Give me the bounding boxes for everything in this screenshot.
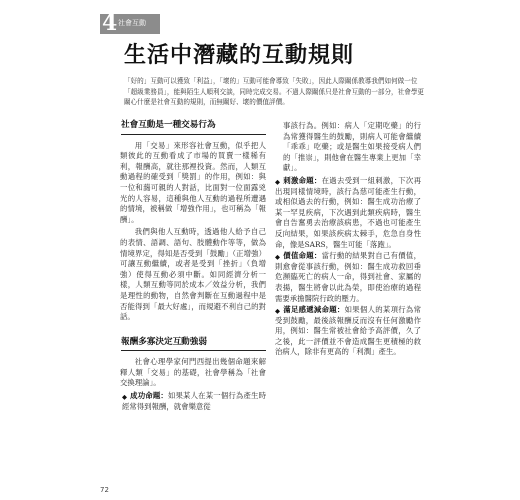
bullet-item bbox=[273, 176, 421, 250]
diamond-bullet-icon: ◆ bbox=[275, 177, 280, 186]
paragraph: 用「交易」來形容社會互動，似乎把人類彼此的互動看成了市場的買賣一樣稀有利，報酬高，就往那裡投資。然而，人類互動過程的確受到「獎罰」的作用，例如：與一位和藹可親的人對話，比面對一位面露兇光的人容易，這種與他人互動的過程所遭遇的情境，被稱做「增強作用」，也可稱為「報酬」。 bbox=[120, 140, 266, 224]
bullet-item bbox=[273, 251, 421, 304]
page-title: 生活中潛藏的互動規則 bbox=[124, 43, 355, 68]
intro-text bbox=[124, 76, 424, 108]
diamond-bullet-icon: ◆ bbox=[275, 307, 280, 316]
bullet-label: 價值命題： bbox=[283, 251, 322, 261]
bullet-label: 成功命題： bbox=[130, 391, 168, 401]
bullet-item bbox=[273, 305, 421, 358]
chapter-number: 4 bbox=[102, 10, 118, 36]
intro-paragraph: 「好的」互動可以獲致「利益」，「壞的」互動可能會導致「失敗」，因此人際關係教導我們如何做一位「超級業務員」，能與陌生人順利交談，同時完成交易。不過人際關係只是社會互動的一部分，社會學更關心什麼是社會互動的規則，而無關好、壞的價值評價。 bbox=[124, 77, 425, 106]
right-column bbox=[273, 121, 421, 359]
paragraph: 我們與他人互動時，透過他人給予自己的表情、語調、語句、肢體動作等等，做為情境界定，得知是否受到「鼓勵」（正增強）可讓互動繼續，或者是受到「挫折」（負增強）使得互動必須中斷。如同經濟分析一樣，人類互動等同於成本／效益分析，我們是理性的動物，自然會判斷在互動過程中是否能得到「最大好處」，而規避不利自己的對話。 bbox=[120, 227, 266, 322]
paragraph: 事該行為。例如：病人「定期吃藥」的行為常獲得醫生的鼓勵，則病人可能會繼續「乖乖」吃藥；或是醫生如果接受病人們的「推崇」，則他會在醫生專業上更加「幸獻」。 bbox=[283, 121, 421, 173]
bullet-label: 滿足感遞減命題： bbox=[283, 305, 345, 315]
left-column bbox=[120, 120, 266, 413]
bullet-text: 如果某人在某一個行為產生時經常得到報酬，就會樂意從 bbox=[122, 391, 266, 411]
chapter-name: 社會互動 bbox=[118, 19, 146, 27]
diamond-bullet-icon: ◆ bbox=[275, 253, 280, 262]
section-heading-exchange: 社會互動是一種交易行為 bbox=[121, 120, 266, 135]
bullet-label: 刺激命題： bbox=[283, 175, 322, 185]
bullet-item bbox=[120, 391, 266, 412]
chapter-tab bbox=[100, 10, 160, 36]
bullet-text: 在過去受到一組刺激，下次再出現同樣情境時，該行為慈可能產生行動，或相似過去的行動，例如：醫生成功治療了某一罕見疾病，下次遇到此類疾病時，醫生會自告奮勇去治療該病患，不過也可能產生反向結果，如果該疾病太棘手，危急自身性命，像是SARS，醫生可能「落跑」。 bbox=[275, 175, 421, 249]
diamond-bullet-icon: ◆ bbox=[122, 393, 127, 402]
bullet-text: 當行動的結果對自己有價值，則愈會從事該行動，例如：醫生成功救回垂危瀕臨死亡的病人一命，得到社會、家屬的表揚，醫生將會以此為榮，即使治療的過程需要承擔醫院行政的壓力。 bbox=[275, 251, 421, 303]
section-heading-reward: 報酬多寡決定互動強弱 bbox=[121, 337, 266, 352]
paragraph: 社會心理學家何門西提出幾個命題來解釋人類「交易」的基礎，社會學稱為「社會交換理論」。 bbox=[120, 357, 266, 388]
bullet-text: 如果個人的某項行為常受到鼓勵，最後該報酬反而沒有任何激勵作用，例如：醫生常被社會給予高評價，久了之後，此一評價並不會造成醫生更積極的救治病人，除非有更高的「利潤」產生。 bbox=[275, 305, 421, 357]
page-number: 72 bbox=[100, 486, 109, 494]
